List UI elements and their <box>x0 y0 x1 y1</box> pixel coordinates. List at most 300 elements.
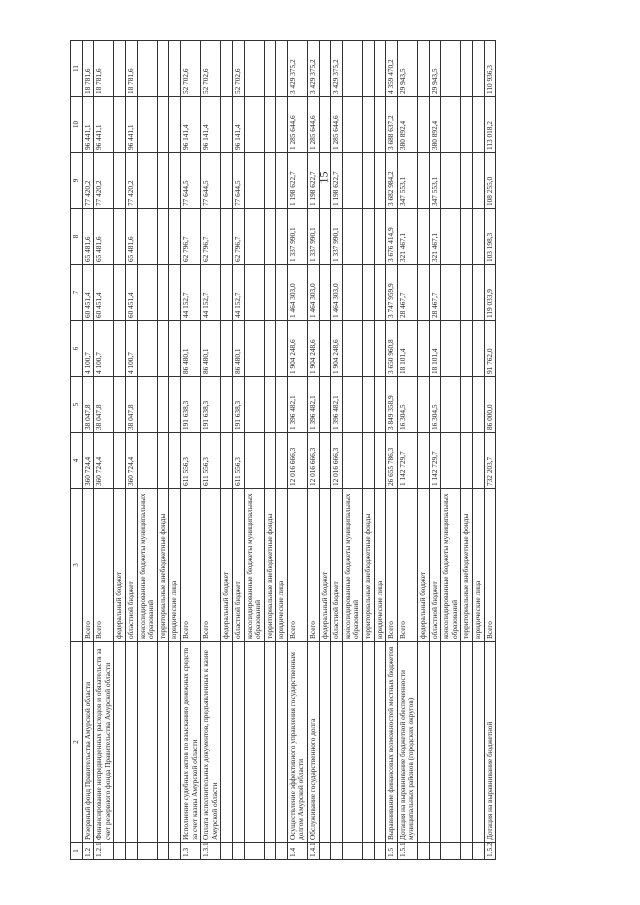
value-cell: 108 255,0 <box>484 153 496 209</box>
value-cell: 1 904 248,6 <box>287 321 307 377</box>
table-row <box>331 41 343 860</box>
value-cell <box>418 433 430 489</box>
value-cell <box>169 377 181 433</box>
funding-source-cell: федеральный бюджет <box>221 489 233 642</box>
table-row <box>386 41 398 860</box>
funding-source-cell: территориальные внебюджетные фонды <box>363 489 375 642</box>
value-cell <box>169 153 181 209</box>
value-cell <box>137 41 157 97</box>
value-cell: 1 337 990,1 <box>308 209 320 265</box>
value-cell: 3 747 959,9 <box>386 265 398 321</box>
row-code-cell <box>244 843 264 860</box>
value-cell <box>276 97 288 153</box>
row-name-cell: Выравнивание финансовых возможностей местных бюджетов <box>386 642 398 843</box>
value-cell <box>114 153 126 209</box>
value-cell: 65 481,6 <box>94 209 114 265</box>
table-row <box>232 41 244 860</box>
row-code-cell: 1.3 <box>180 843 200 860</box>
column-header: 7 <box>71 265 83 321</box>
value-cell <box>264 377 276 433</box>
value-cell <box>472 97 484 153</box>
table-row <box>201 41 221 860</box>
rotated-table-container <box>70 40 625 860</box>
row-code-cell <box>264 843 276 860</box>
value-cell <box>472 153 484 209</box>
funding-source-cell: территориальные внебюджетные фонды <box>157 489 169 642</box>
page-number: 15 <box>316 171 331 184</box>
value-cell: 1 396 482,1 <box>287 377 307 433</box>
funding-source-cell: областной бюджет <box>125 489 137 642</box>
funding-source-cell: юридические лица <box>169 489 181 642</box>
table-row <box>342 41 362 860</box>
value-cell <box>244 377 264 433</box>
row-name-cell <box>429 642 441 843</box>
table-row <box>94 41 114 860</box>
funding-source-cell: Всего <box>386 489 398 642</box>
value-cell: 1 464 303,0 <box>308 265 320 321</box>
value-cell <box>363 377 375 433</box>
funding-source-cell: федеральный бюджет <box>418 489 430 642</box>
value-cell <box>418 321 430 377</box>
funding-source-cell: федеральный бюджет <box>319 489 331 642</box>
value-cell <box>374 265 386 321</box>
table-row <box>157 41 169 860</box>
value-cell <box>461 209 473 265</box>
value-cell: 86 480,1 <box>232 321 244 377</box>
value-cell: 611 556,3 <box>180 433 200 489</box>
table-row <box>276 41 288 860</box>
value-cell: 44 152,7 <box>232 265 244 321</box>
value-cell <box>374 153 386 209</box>
value-cell <box>461 377 473 433</box>
funding-source-cell: Всего <box>287 489 307 642</box>
value-cell <box>244 321 264 377</box>
table-row <box>287 41 307 860</box>
value-cell: 1 337 990,1 <box>287 209 307 265</box>
funding-source-cell: областной бюджет <box>429 489 441 642</box>
funding-source-cell: Всего <box>397 489 417 642</box>
value-cell: 77 644,5 <box>180 153 200 209</box>
value-cell: 29 943,5 <box>397 41 417 97</box>
value-cell: 1 464 303,0 <box>287 265 307 321</box>
value-cell <box>418 209 430 265</box>
value-cell: 96 441,1 <box>125 97 137 153</box>
table-row <box>125 41 137 860</box>
value-cell <box>374 97 386 153</box>
value-cell: 347 553,1 <box>397 153 417 209</box>
value-cell <box>114 265 126 321</box>
row-name-cell: Резервный фонд Правительства Амурской области <box>82 642 94 843</box>
value-cell <box>276 321 288 377</box>
table-row <box>82 41 94 860</box>
table-row <box>397 41 417 860</box>
value-cell <box>264 209 276 265</box>
value-cell: 3 429 375,2 <box>287 41 307 97</box>
value-cell <box>157 41 169 97</box>
value-cell <box>461 153 473 209</box>
value-cell <box>114 41 126 97</box>
table-row <box>472 41 484 860</box>
value-cell: 96 441,1 <box>82 97 94 153</box>
value-cell: 1 198 622,7 <box>287 153 307 209</box>
value-cell: 3 429 375,2 <box>308 41 320 97</box>
value-cell <box>169 209 181 265</box>
funding-source-cell: консолидированные бюджеты муниципальных образований <box>342 489 362 642</box>
value-cell: 60 451,4 <box>82 265 94 321</box>
value-cell: 103 198,3 <box>484 209 496 265</box>
value-cell <box>363 321 375 377</box>
value-cell <box>244 209 264 265</box>
row-code-cell <box>441 843 461 860</box>
value-cell: 3 676 414,9 <box>386 209 398 265</box>
value-cell: 360 724,4 <box>82 433 94 489</box>
value-cell <box>169 41 181 97</box>
value-cell <box>244 41 264 97</box>
value-cell: 91 762,0 <box>484 321 496 377</box>
value-cell: 38 047,8 <box>125 377 137 433</box>
value-cell: 12 016 666,3 <box>331 433 343 489</box>
row-code-cell <box>137 843 157 860</box>
row-code-cell <box>125 843 137 860</box>
value-cell <box>441 153 461 209</box>
value-cell <box>319 41 331 97</box>
value-cell <box>114 97 126 153</box>
value-cell: 1 904 248,6 <box>308 321 320 377</box>
value-cell: 611 556,3 <box>232 433 244 489</box>
row-name-cell <box>137 642 157 843</box>
funding-source-cell: юридические лица <box>374 489 386 642</box>
row-name-cell <box>319 642 331 843</box>
row-code-cell: 1.5.1 <box>397 843 417 860</box>
value-cell <box>472 265 484 321</box>
value-cell: 28 467,7 <box>429 265 441 321</box>
value-cell: 18 101,4 <box>397 321 417 377</box>
value-cell: 1 198 622,7 <box>331 153 343 209</box>
value-cell <box>114 321 126 377</box>
funding-source-cell: областной бюджет <box>232 489 244 642</box>
value-cell <box>319 377 331 433</box>
value-cell: 321 467,1 <box>397 209 417 265</box>
value-cell <box>342 41 362 97</box>
column-header: 3 <box>71 489 83 642</box>
value-cell: 29 943,5 <box>429 41 441 97</box>
value-cell <box>157 321 169 377</box>
value-cell: 1 285 644,6 <box>287 97 307 153</box>
value-cell <box>441 321 461 377</box>
value-cell: 191 638,3 <box>180 377 200 433</box>
value-cell <box>157 209 169 265</box>
row-name-cell <box>472 642 484 843</box>
value-cell: 52 702,6 <box>232 41 244 97</box>
table-row <box>137 41 157 860</box>
row-name-cell: Осуществление эффективного управления государственным долгом Амурской области <box>287 642 307 843</box>
row-name-cell <box>232 642 244 843</box>
value-cell: 1 142 729,7 <box>397 433 417 489</box>
value-cell: 65 481,6 <box>125 209 137 265</box>
row-code-cell <box>418 843 430 860</box>
row-name-cell <box>264 642 276 843</box>
column-header: 4 <box>71 433 83 489</box>
table-row <box>319 41 331 860</box>
value-cell <box>157 265 169 321</box>
value-cell: 1 198 622,7 <box>308 153 320 209</box>
value-cell: 86 480,1 <box>201 321 221 377</box>
value-cell <box>441 377 461 433</box>
row-code-cell: 1.2 <box>82 843 94 860</box>
value-cell <box>472 377 484 433</box>
row-code-cell <box>342 843 362 860</box>
value-cell <box>221 321 233 377</box>
value-cell <box>114 433 126 489</box>
value-cell: 1 285 644,6 <box>331 97 343 153</box>
value-cell <box>221 153 233 209</box>
value-cell: 62 796,7 <box>232 209 244 265</box>
value-cell: 86 000,0 <box>484 377 496 433</box>
value-cell: 28 467,7 <box>397 265 417 321</box>
value-cell <box>276 209 288 265</box>
value-cell <box>169 97 181 153</box>
value-cell: 360 724,4 <box>125 433 137 489</box>
column-header: 9 <box>71 153 83 209</box>
row-name-cell <box>244 642 264 843</box>
row-name-cell <box>331 642 343 843</box>
value-cell <box>137 433 157 489</box>
value-cell: 16 304,5 <box>397 377 417 433</box>
row-code-cell <box>319 843 331 860</box>
funding-source-cell: консолидированные бюджеты муниципальных образований <box>441 489 461 642</box>
value-cell <box>244 433 264 489</box>
table-row <box>308 41 320 860</box>
table-row <box>461 41 473 860</box>
value-cell <box>342 321 362 377</box>
value-cell <box>137 97 157 153</box>
funding-source-cell: территориальные внебюджетные фонды <box>264 489 276 642</box>
value-cell <box>472 321 484 377</box>
row-name-cell <box>441 642 461 843</box>
row-name-cell <box>461 642 473 843</box>
row-name-cell <box>276 642 288 843</box>
value-cell <box>157 377 169 433</box>
value-cell <box>157 153 169 209</box>
row-name-cell <box>125 642 137 843</box>
value-cell: 18 101,4 <box>429 321 441 377</box>
value-cell: 60 451,4 <box>125 265 137 321</box>
value-cell: 732 203,7 <box>484 433 496 489</box>
row-code-cell <box>331 843 343 860</box>
row-name-cell <box>363 642 375 843</box>
funding-source-cell: Всего <box>484 489 496 642</box>
funding-source-cell: Всего <box>94 489 114 642</box>
value-cell <box>264 153 276 209</box>
value-cell <box>276 265 288 321</box>
table-row <box>418 41 430 860</box>
value-cell <box>441 209 461 265</box>
value-cell <box>221 209 233 265</box>
value-cell <box>276 377 288 433</box>
value-cell <box>137 209 157 265</box>
value-cell: 26 655 786,3 <box>386 433 398 489</box>
value-cell: 77 644,5 <box>232 153 244 209</box>
value-cell <box>418 377 430 433</box>
column-header: 8 <box>71 209 83 265</box>
value-cell: 4 100,7 <box>125 321 137 377</box>
funding-source-cell: консолидированные бюджеты муниципальных образований <box>137 489 157 642</box>
funding-source-cell: юридические лица <box>276 489 288 642</box>
value-cell <box>461 97 473 153</box>
value-cell: 191 638,3 <box>201 377 221 433</box>
value-cell <box>374 321 386 377</box>
value-cell: 96 141,4 <box>232 97 244 153</box>
value-cell <box>418 41 430 97</box>
table-row <box>441 41 461 860</box>
funding-source-cell: Всего <box>201 489 221 642</box>
row-code-cell: 1.3.1 <box>201 843 221 860</box>
value-cell <box>157 97 169 153</box>
value-cell <box>418 97 430 153</box>
value-cell <box>319 209 331 265</box>
funding-source-cell: консолидированные бюджеты муниципальных образований <box>244 489 264 642</box>
value-cell: 380 892,4 <box>397 97 417 153</box>
value-cell: 77 420,2 <box>94 153 114 209</box>
value-cell: 96 141,4 <box>201 97 221 153</box>
funding-source-cell: областной бюджет <box>331 489 343 642</box>
value-cell <box>342 265 362 321</box>
row-name-cell <box>221 642 233 843</box>
value-cell: 62 796,7 <box>201 209 221 265</box>
table-row <box>484 41 496 860</box>
value-cell: 52 702,6 <box>201 41 221 97</box>
value-cell: 96 441,1 <box>94 97 114 153</box>
value-cell: 347 553,1 <box>429 153 441 209</box>
value-cell: 1 904 248,6 <box>331 321 343 377</box>
value-cell <box>342 97 362 153</box>
value-cell: 119 033,9 <box>484 265 496 321</box>
value-cell <box>114 209 126 265</box>
value-cell: 3 650 960,8 <box>386 321 398 377</box>
row-code-cell: 1.4.1 <box>308 843 320 860</box>
column-header: 2 <box>71 642 83 843</box>
value-cell: 1 396 482,1 <box>331 377 343 433</box>
column-header: 1 <box>71 843 83 860</box>
row-name-cell <box>374 642 386 843</box>
table-row <box>244 41 264 860</box>
value-cell: 3 429 375,2 <box>331 41 343 97</box>
table-row <box>363 41 375 860</box>
value-cell <box>221 377 233 433</box>
value-cell <box>461 321 473 377</box>
value-cell <box>319 321 331 377</box>
value-cell <box>461 265 473 321</box>
row-name-cell <box>114 642 126 843</box>
value-cell: 4 100,7 <box>94 321 114 377</box>
value-cell: 3 682 984,2 <box>386 153 398 209</box>
value-cell <box>264 97 276 153</box>
value-cell <box>264 265 276 321</box>
value-cell: 12 016 666,3 <box>287 433 307 489</box>
value-cell <box>374 377 386 433</box>
row-code-cell <box>232 843 244 860</box>
value-cell <box>221 265 233 321</box>
row-name-cell: Дотация на выравнивание бюджетной <box>484 642 496 843</box>
value-cell: 1 464 303,0 <box>331 265 343 321</box>
value-cell <box>169 265 181 321</box>
value-cell: 44 152,7 <box>201 265 221 321</box>
column-header: 6 <box>71 321 83 377</box>
value-cell <box>342 209 362 265</box>
value-cell <box>363 209 375 265</box>
value-cell <box>418 153 430 209</box>
value-cell: 321 467,1 <box>429 209 441 265</box>
value-cell <box>264 321 276 377</box>
value-cell <box>244 153 264 209</box>
value-cell: 113 018,2 <box>484 97 496 153</box>
row-code-cell <box>461 843 473 860</box>
table-row <box>114 41 126 860</box>
funding-source-cell: территориальные внебюджетные фонды <box>461 489 473 642</box>
value-cell <box>374 433 386 489</box>
row-code-cell <box>169 843 181 860</box>
value-cell: 1 337 990,1 <box>331 209 343 265</box>
value-cell: 62 796,7 <box>180 209 200 265</box>
value-cell: 18 781,6 <box>82 41 94 97</box>
value-cell <box>319 265 331 321</box>
value-cell: 77 644,5 <box>201 153 221 209</box>
table-row <box>180 41 200 860</box>
row-name-cell: Обслуживание государственного долга <box>308 642 320 843</box>
row-code-cell: 1.2.1 <box>94 843 114 860</box>
value-cell <box>221 97 233 153</box>
value-cell: 38 047,8 <box>82 377 94 433</box>
value-cell <box>342 433 362 489</box>
row-code-cell <box>429 843 441 860</box>
value-cell <box>363 433 375 489</box>
value-cell <box>137 153 157 209</box>
value-cell <box>441 265 461 321</box>
value-cell: 1 285 644,6 <box>308 97 320 153</box>
value-cell <box>461 41 473 97</box>
value-cell: 110 936,3 <box>484 41 496 97</box>
value-cell <box>264 433 276 489</box>
value-cell <box>276 41 288 97</box>
funding-source-cell: федеральный бюджет <box>114 489 126 642</box>
value-cell <box>363 41 375 97</box>
value-cell <box>363 97 375 153</box>
value-cell <box>221 433 233 489</box>
value-cell <box>169 433 181 489</box>
value-cell <box>441 41 461 97</box>
value-cell: 4 100,7 <box>82 321 94 377</box>
funding-source-cell: Всего <box>82 489 94 642</box>
value-cell <box>276 433 288 489</box>
value-cell: 77 420,2 <box>125 153 137 209</box>
table-row <box>264 41 276 860</box>
column-header: 5 <box>71 377 83 433</box>
value-cell: 380 892,4 <box>429 97 441 153</box>
value-cell <box>363 153 375 209</box>
row-code-cell <box>472 843 484 860</box>
value-cell: 360 724,4 <box>94 433 114 489</box>
value-cell <box>363 265 375 321</box>
value-cell <box>244 265 264 321</box>
value-cell <box>137 321 157 377</box>
value-cell <box>342 377 362 433</box>
value-cell <box>319 97 331 153</box>
row-code-cell <box>221 843 233 860</box>
row-code-cell <box>157 843 169 860</box>
value-cell: 60 451,4 <box>94 265 114 321</box>
table-row <box>374 41 386 860</box>
value-cell <box>169 321 181 377</box>
